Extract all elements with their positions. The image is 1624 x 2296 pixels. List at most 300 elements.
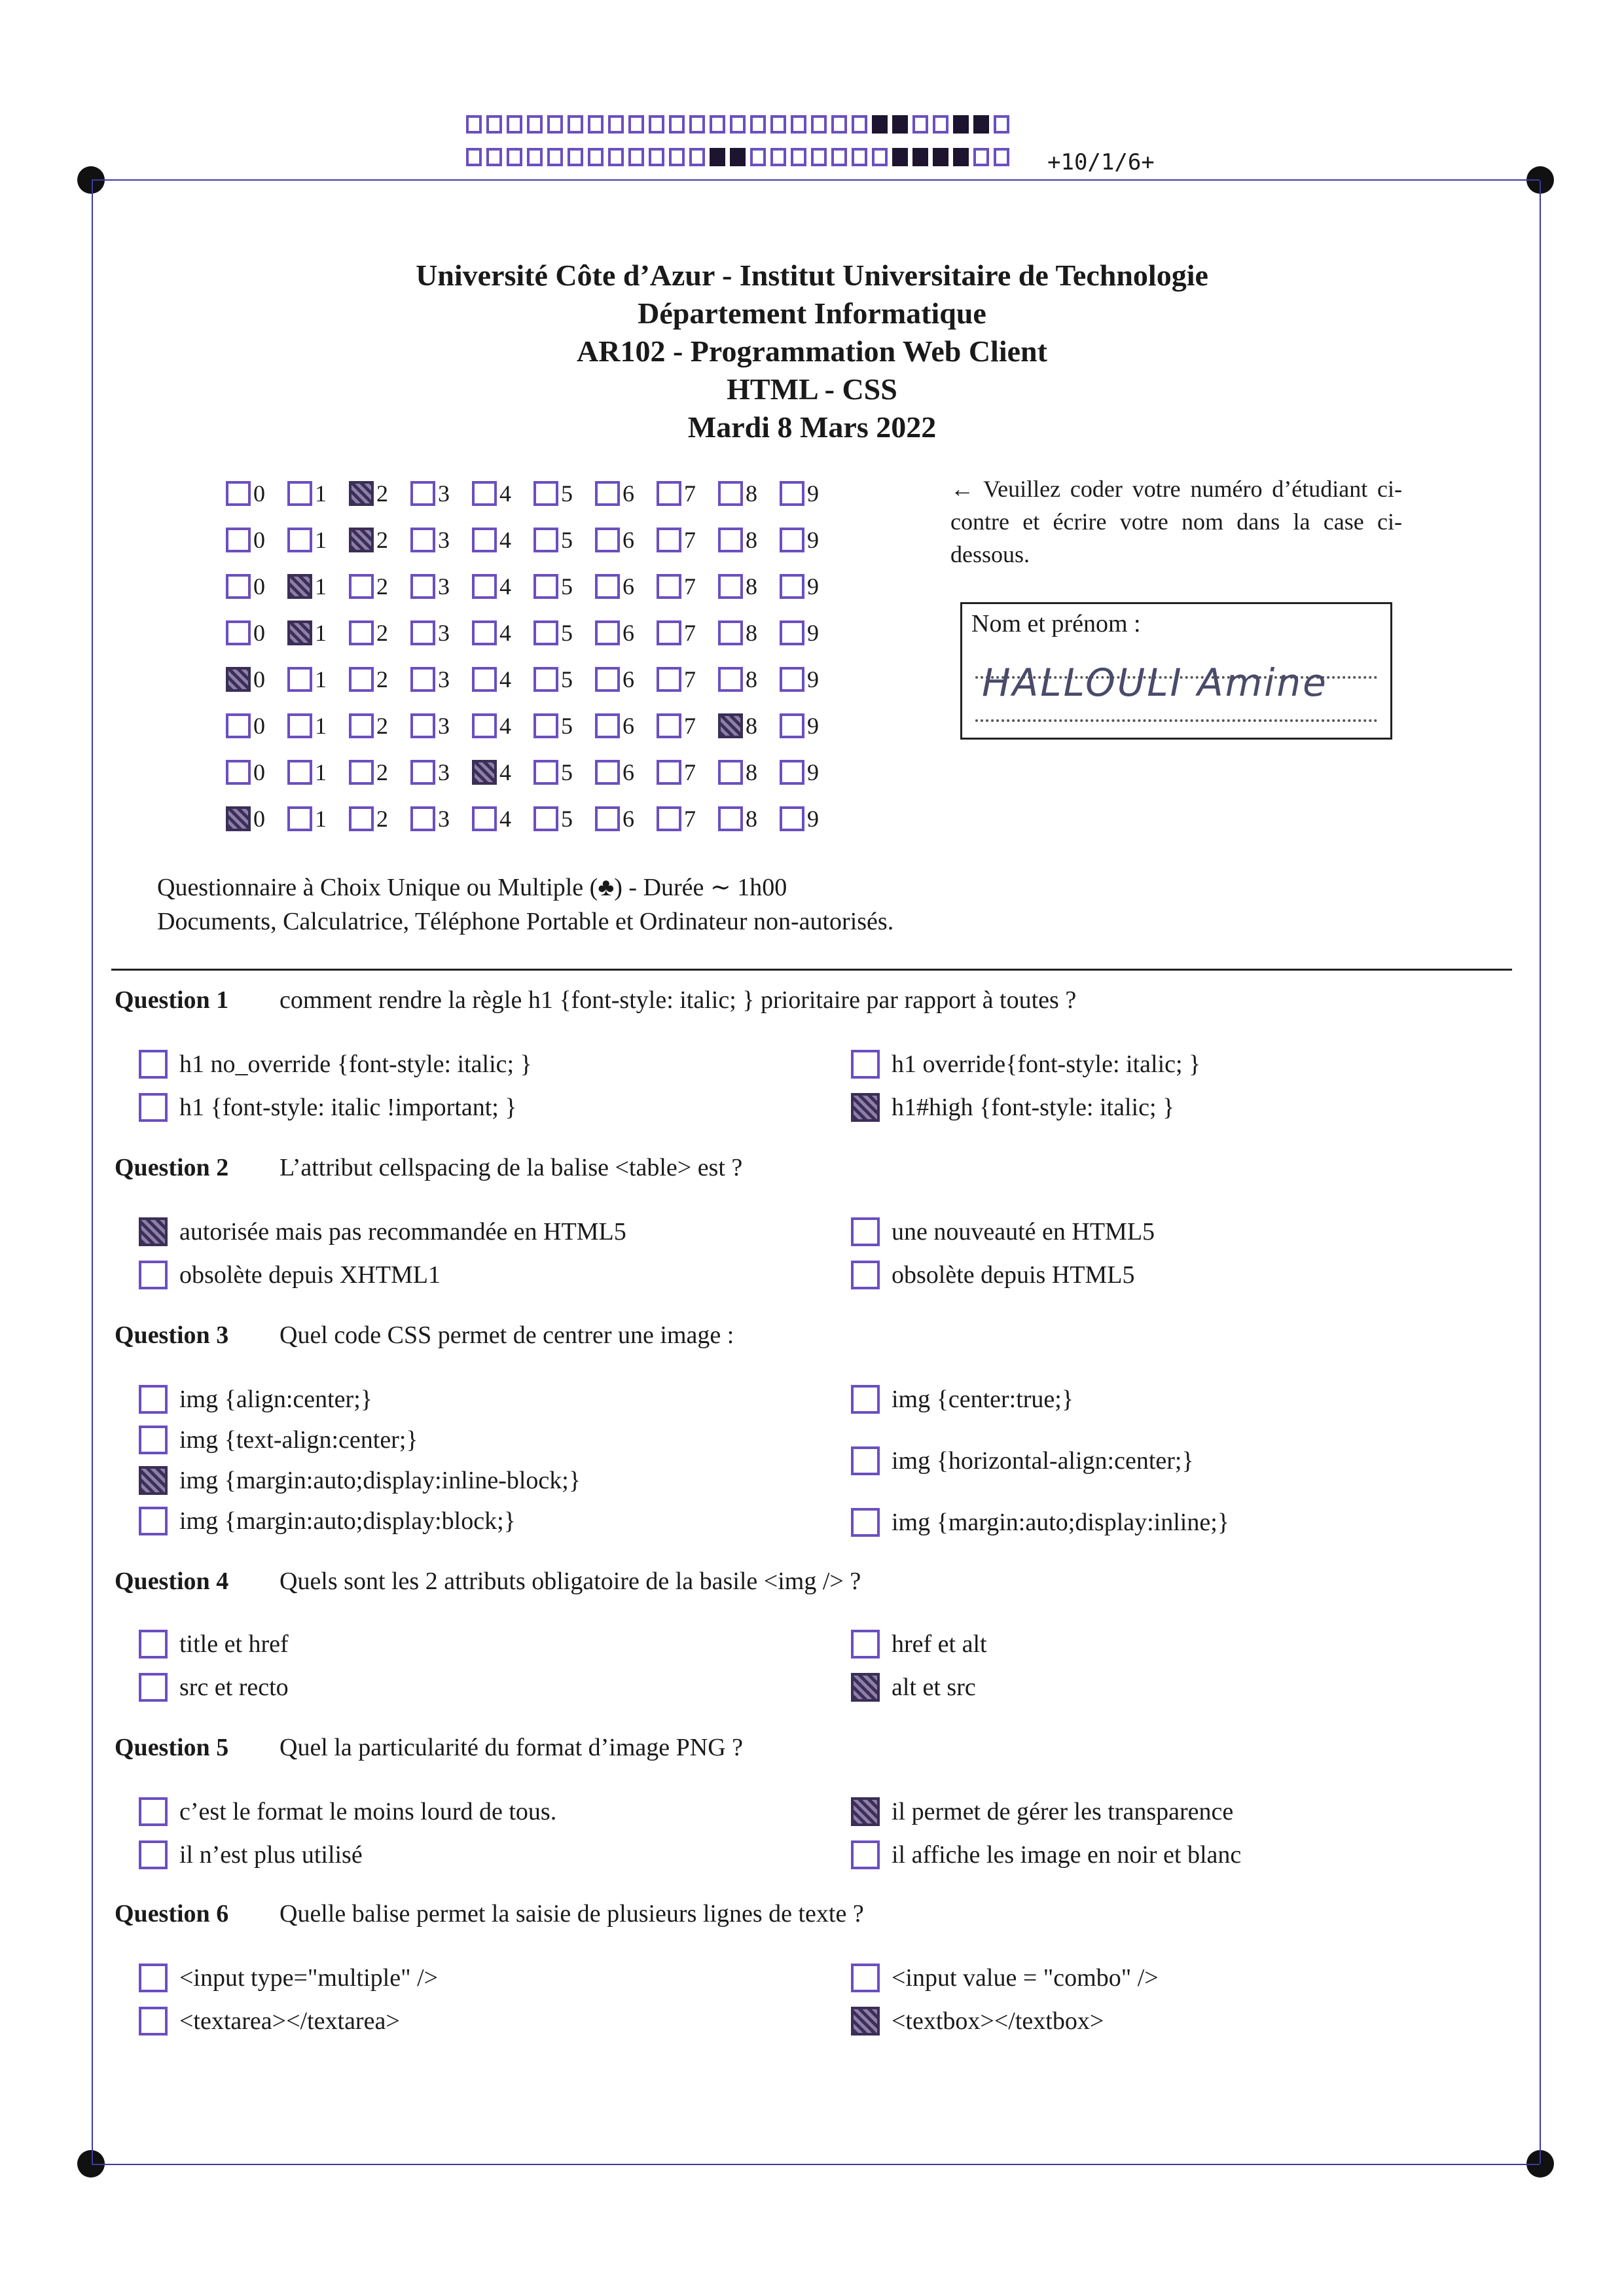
digit-label: 9 — [807, 712, 819, 739]
answer-option[interactable] — [851, 1964, 1159, 1992]
digit-option[interactable] — [780, 573, 841, 600]
digit-checkbox[interactable] — [472, 713, 497, 738]
frame-left — [92, 181, 93, 2164]
digit-checkbox[interactable] — [349, 620, 374, 645]
answer-checkbox[interactable] — [851, 1964, 880, 1992]
digit-label: 6 — [623, 759, 634, 785]
digit-checkbox[interactable] — [349, 481, 374, 506]
digit-option[interactable] — [718, 619, 780, 647]
answer-option[interactable] — [851, 1673, 976, 1702]
digit-checkbox[interactable] — [780, 806, 804, 831]
digit-option[interactable] — [349, 666, 410, 693]
answer-checkbox[interactable] — [139, 1797, 168, 1826]
digit-checkbox[interactable] — [226, 574, 251, 599]
question-text: comment rendre la règle h1 {font-style: italic; } prioritaire par rapport à toutes ? — [280, 986, 1077, 1014]
digit-option[interactable] — [780, 759, 841, 786]
digit-label: 3 — [438, 712, 450, 739]
question-3 — [115, 1321, 734, 1350]
digit-checkbox[interactable] — [657, 481, 681, 506]
digit-label: 8 — [746, 666, 757, 692]
answer-text: <input value = "combo" /> — [892, 1964, 1159, 1992]
digit-label: 7 — [684, 526, 696, 553]
digit-checkbox[interactable] — [287, 528, 312, 552]
digit-label: 0 — [253, 666, 265, 692]
digit-option[interactable] — [595, 666, 657, 693]
digit-label: 9 — [807, 759, 819, 785]
digit-option[interactable] — [595, 805, 657, 833]
answer-text: il n’est plus utilisé — [179, 1841, 363, 1869]
answer-text: il permet de gérer les transparence — [892, 1798, 1234, 1825]
digit-checkbox[interactable] — [657, 667, 681, 692]
digit-checkbox[interactable] — [472, 760, 497, 785]
answer-option[interactable] — [139, 1673, 289, 1702]
digit-label: 0 — [253, 526, 265, 553]
answer-checkbox[interactable] — [851, 1093, 880, 1122]
answer-text: alt et src — [892, 1674, 976, 1701]
digit-option[interactable] — [410, 666, 472, 693]
digit-label: 4 — [499, 712, 511, 739]
digit-checkbox[interactable] — [472, 806, 497, 831]
digit-checkbox[interactable] — [595, 667, 620, 692]
digit-option[interactable] — [533, 666, 595, 693]
digit-option[interactable] — [349, 759, 410, 786]
digit-checkbox[interactable] — [533, 667, 558, 692]
answer-text: <input type="multiple" /> — [179, 1964, 439, 1992]
student-number-row — [226, 516, 841, 563]
digit-checkbox[interactable] — [410, 481, 435, 506]
digit-label: 1 — [315, 805, 327, 832]
answer-text: img {margin:auto;display:inline-block;} — [179, 1467, 581, 1494]
digit-option[interactable] — [472, 480, 533, 507]
answer-option[interactable] — [851, 2007, 1104, 2036]
digit-label: 1 — [315, 712, 327, 739]
digit-label: 7 — [684, 480, 696, 507]
digit-label: 9 — [807, 666, 819, 692]
digit-option[interactable] — [287, 526, 349, 554]
digit-checkbox[interactable] — [410, 574, 435, 599]
digit-checkbox[interactable] — [533, 713, 558, 738]
digit-label: 2 — [376, 619, 388, 646]
university-name: Université Côte d’Azur - Institut Universitaire de Technologie — [416, 259, 1208, 292]
answer-text: h1 {font-style: italic !important; } — [179, 1094, 517, 1121]
digit-checkbox[interactable] — [349, 713, 374, 738]
digit-label: 3 — [438, 573, 450, 600]
digit-option[interactable] — [657, 573, 718, 600]
digit-label: 7 — [684, 666, 696, 692]
digit-checkbox[interactable] — [533, 760, 558, 785]
digit-option[interactable] — [595, 526, 657, 554]
digit-checkbox[interactable] — [226, 806, 251, 831]
digit-label: 9 — [807, 526, 819, 553]
digit-label: 7 — [684, 573, 696, 600]
answer-checkbox[interactable] — [139, 1093, 168, 1122]
digit-checkbox[interactable] — [472, 667, 497, 692]
digit-checkbox[interactable] — [718, 667, 743, 692]
answer-checkbox[interactable] — [851, 1840, 880, 1869]
digit-option[interactable] — [410, 573, 472, 600]
digit-option[interactable] — [718, 526, 780, 554]
digit-option[interactable] — [718, 480, 780, 507]
digit-checkbox[interactable] — [533, 620, 558, 645]
digit-option[interactable] — [226, 526, 287, 554]
digit-option[interactable] — [780, 480, 841, 507]
section-divider — [111, 969, 1512, 971]
digit-label: 6 — [623, 573, 634, 600]
answer-text: <textarea></textarea> — [179, 2007, 400, 2035]
question-label: Question 5 — [115, 1734, 229, 1761]
digit-checkbox[interactable] — [657, 713, 681, 738]
digit-option[interactable] — [472, 573, 533, 600]
answer-checkbox[interactable] — [851, 1217, 880, 1246]
digit-option[interactable] — [657, 759, 718, 786]
answer-checkbox[interactable] — [139, 1426, 168, 1454]
digit-label: 0 — [253, 712, 265, 739]
digit-option[interactable] — [595, 712, 657, 740]
answer-checkbox[interactable] — [851, 1261, 880, 1289]
answer-text: obsolète depuis XHTML1 — [179, 1261, 441, 1289]
digit-checkbox[interactable] — [533, 574, 558, 599]
digit-checkbox[interactable] — [780, 528, 804, 552]
answer-option[interactable] — [851, 1446, 1194, 1475]
digit-checkbox[interactable] — [472, 620, 497, 645]
digit-label: 1 — [315, 573, 327, 600]
digit-label: 0 — [253, 480, 265, 507]
answer-option[interactable] — [139, 1630, 289, 1659]
digit-label: 0 — [253, 573, 265, 600]
answer-checkbox[interactable] — [851, 1797, 880, 1826]
digit-option[interactable] — [287, 619, 349, 647]
answer-text: h1 no_override {font-style: italic; } — [179, 1050, 532, 1078]
digit-option[interactable] — [410, 480, 472, 507]
digit-label: 8 — [746, 526, 757, 553]
digit-checkbox[interactable] — [410, 528, 435, 552]
digit-label: 7 — [684, 805, 696, 832]
answer-option[interactable] — [139, 1093, 517, 1122]
answer-option[interactable] — [139, 1217, 626, 1246]
answer-checkbox[interactable] — [139, 1217, 168, 1246]
digit-checkbox[interactable] — [595, 760, 620, 785]
digit-checkbox[interactable] — [780, 667, 804, 692]
digit-option[interactable] — [657, 619, 718, 647]
answer-checkbox[interactable] — [851, 1050, 880, 1079]
digit-option[interactable] — [410, 759, 472, 786]
answer-option[interactable] — [851, 1093, 1174, 1122]
digit-checkbox[interactable] — [226, 528, 251, 552]
answer-checkbox[interactable] — [139, 1507, 168, 1535]
digit-label: 5 — [561, 619, 573, 646]
answer-option[interactable] — [851, 1050, 1200, 1079]
digit-option[interactable] — [533, 480, 595, 507]
digit-checkbox[interactable] — [657, 528, 681, 552]
answer-checkbox[interactable] — [851, 1630, 880, 1659]
digit-option[interactable] — [533, 619, 595, 647]
digit-option[interactable] — [718, 573, 780, 600]
answer-checkbox[interactable] — [139, 1840, 168, 1869]
answer-option[interactable] — [851, 1508, 1229, 1537]
digit-option[interactable] — [410, 526, 472, 554]
question-label: Question 1 — [115, 986, 229, 1014]
digit-checkbox[interactable] — [287, 481, 312, 506]
digit-label: 2 — [376, 526, 388, 553]
digit-checkbox[interactable] — [657, 574, 681, 599]
answer-option[interactable] — [139, 1050, 532, 1079]
digit-option[interactable] — [410, 712, 472, 740]
sheet-code-strip-1 — [466, 115, 1014, 134]
frame-top — [92, 179, 1540, 181]
digit-option[interactable] — [595, 759, 657, 786]
answer-checkbox[interactable] — [139, 1261, 168, 1289]
answer-option[interactable] — [851, 1217, 1155, 1246]
answer-checkbox[interactable] — [139, 2007, 168, 2036]
digit-label: 6 — [623, 666, 634, 692]
student-number-row — [226, 749, 841, 795]
digit-option[interactable] — [472, 805, 533, 833]
digit-option[interactable] — [533, 712, 595, 740]
digit-checkbox[interactable] — [780, 620, 804, 645]
digit-checkbox[interactable] — [226, 713, 251, 738]
digit-option[interactable] — [472, 619, 533, 647]
digit-option[interactable] — [226, 619, 287, 647]
answer-option[interactable] — [139, 2007, 400, 2036]
digit-checkbox[interactable] — [226, 481, 251, 506]
digit-checkbox[interactable] — [780, 713, 804, 738]
answer-option[interactable] — [139, 1840, 363, 1869]
digit-option[interactable] — [410, 805, 472, 833]
digit-option[interactable] — [533, 805, 595, 833]
digit-option[interactable] — [472, 759, 533, 786]
digit-checkbox[interactable] — [718, 481, 743, 506]
digit-option[interactable] — [472, 712, 533, 740]
digit-label: 9 — [807, 573, 819, 600]
digit-checkbox[interactable] — [657, 620, 681, 645]
name-box — [960, 602, 1392, 740]
digit-checkbox[interactable] — [595, 620, 620, 645]
digit-label: 7 — [684, 619, 696, 646]
digit-checkbox[interactable] — [287, 620, 312, 645]
digit-checkbox[interactable] — [349, 574, 374, 599]
answer-checkbox[interactable] — [851, 1673, 880, 1702]
answer-option[interactable] — [851, 1385, 1074, 1414]
digit-option[interactable] — [780, 619, 841, 647]
digit-option[interactable] — [349, 573, 410, 600]
question-text: L’attribut cellspacing de la balise <table> est ? — [280, 1154, 743, 1181]
digit-checkbox[interactable] — [226, 620, 251, 645]
digit-option[interactable] — [657, 526, 718, 554]
digit-option[interactable] — [718, 712, 780, 740]
digit-option[interactable] — [780, 712, 841, 740]
digit-option[interactable] — [657, 805, 718, 833]
digit-checkbox[interactable] — [287, 806, 312, 831]
digit-checkbox[interactable] — [287, 760, 312, 785]
digit-option[interactable] — [780, 526, 841, 554]
digit-option[interactable] — [718, 759, 780, 786]
department-name: Département Informatique — [638, 296, 986, 330]
sheet-id: +10/1/6+ — [1047, 149, 1155, 175]
digit-checkbox[interactable] — [410, 713, 435, 738]
digit-checkbox[interactable] — [533, 481, 558, 506]
digit-label: 5 — [561, 712, 573, 739]
digit-option[interactable] — [226, 759, 287, 786]
digit-label: 2 — [376, 805, 388, 832]
digit-checkbox[interactable] — [780, 760, 804, 785]
answer-text: img {margin:auto;display:inline;} — [892, 1509, 1230, 1536]
answer-checkbox[interactable] — [851, 1385, 880, 1414]
frame-right — [1540, 181, 1541, 2164]
digit-option[interactable] — [287, 666, 349, 693]
digit-checkbox[interactable] — [349, 528, 374, 552]
digit-option[interactable] — [226, 573, 287, 600]
digit-option[interactable] — [718, 805, 780, 833]
digit-checkbox[interactable] — [349, 760, 374, 785]
answer-option[interactable] — [139, 1964, 438, 1992]
digit-option[interactable] — [410, 619, 472, 647]
digit-checkbox[interactable] — [595, 528, 620, 552]
digit-label: 6 — [623, 526, 634, 553]
digit-option[interactable] — [287, 712, 349, 740]
answer-checkbox[interactable] — [139, 1964, 168, 1992]
student-number-row — [226, 702, 841, 749]
answer-option[interactable] — [851, 1840, 1241, 1869]
answer-checkbox[interactable] — [851, 1446, 880, 1475]
digit-option[interactable] — [718, 666, 780, 693]
digit-checkbox[interactable] — [410, 667, 435, 692]
digit-checkbox[interactable] — [533, 806, 558, 831]
answer-text: img {margin:auto;display:block;} — [179, 1507, 516, 1535]
answer-option[interactable] — [851, 1797, 1233, 1826]
answer-text: il affiche les image en noir et blanc — [892, 1841, 1242, 1869]
answer-option[interactable] — [139, 1797, 556, 1826]
digit-checkbox[interactable] — [349, 667, 374, 692]
answer-text: title et href — [179, 1630, 289, 1658]
answer-checkbox[interactable] — [851, 2007, 880, 2036]
digit-checkbox[interactable] — [657, 806, 681, 831]
answer-option[interactable] — [139, 1466, 581, 1495]
digit-checkbox[interactable] — [226, 760, 251, 785]
digit-label: 8 — [746, 759, 757, 785]
exam-subject: HTML - CSS — [727, 372, 897, 406]
digit-checkbox[interactable] — [718, 806, 743, 831]
digit-option[interactable] — [533, 759, 595, 786]
digit-checkbox[interactable] — [718, 528, 743, 552]
digit-checkbox[interactable] — [410, 620, 435, 645]
digit-option[interactable] — [287, 759, 349, 786]
digit-checkbox[interactable] — [718, 760, 743, 785]
digit-label: 4 — [499, 666, 511, 692]
digit-option[interactable] — [287, 480, 349, 507]
answer-checkbox[interactable] — [139, 1466, 168, 1495]
digit-checkbox[interactable] — [287, 713, 312, 738]
digit-option[interactable] — [780, 805, 841, 833]
answer-text: h1 override{font-style: italic; } — [892, 1050, 1201, 1078]
digit-label: 3 — [438, 480, 450, 507]
digit-option[interactable] — [657, 480, 718, 507]
digit-checkbox[interactable] — [349, 806, 374, 831]
digit-option[interactable] — [780, 666, 841, 693]
digit-option[interactable] — [595, 619, 657, 647]
digit-label: 7 — [684, 759, 696, 785]
digit-option[interactable] — [226, 666, 287, 693]
digit-option[interactable] — [533, 526, 595, 554]
digit-checkbox[interactable] — [410, 760, 435, 785]
digit-checkbox[interactable] — [595, 806, 620, 831]
answer-checkbox[interactable] — [851, 1508, 880, 1537]
digit-checkbox[interactable] — [226, 667, 251, 692]
answer-option[interactable] — [851, 1261, 1135, 1289]
answer-option[interactable] — [139, 1261, 441, 1289]
sheet-code-strip-2 — [466, 148, 1014, 166]
digit-checkbox[interactable] — [780, 481, 804, 506]
digit-option[interactable] — [657, 666, 718, 693]
digit-label: 5 — [561, 480, 573, 507]
digit-option[interactable] — [349, 526, 410, 554]
digit-checkbox[interactable] — [718, 713, 743, 738]
digit-label: 6 — [623, 480, 634, 507]
digit-option[interactable] — [287, 805, 349, 833]
digit-checkbox[interactable] — [718, 620, 743, 645]
digit-label: 0 — [253, 759, 265, 785]
answer-option[interactable] — [139, 1507, 516, 1535]
digit-option[interactable] — [472, 666, 533, 693]
answer-text: img {text-align:center;} — [179, 1426, 418, 1454]
digit-checkbox[interactable] — [595, 713, 620, 738]
digit-checkbox[interactable] — [287, 667, 312, 692]
digit-option[interactable] — [287, 573, 349, 600]
answer-checkbox[interactable] — [139, 1385, 168, 1414]
digit-checkbox[interactable] — [287, 574, 312, 599]
digit-option[interactable] — [595, 573, 657, 600]
digit-option[interactable] — [349, 619, 410, 647]
frame-bottom — [92, 2164, 1540, 2165]
digit-checkbox[interactable] — [657, 760, 681, 785]
exam-header — [0, 257, 1624, 446]
digit-option[interactable] — [226, 805, 287, 833]
digit-checkbox[interactable] — [595, 574, 620, 599]
digit-checkbox[interactable] — [472, 528, 497, 552]
answer-checkbox[interactable] — [139, 1673, 168, 1702]
digit-label: 1 — [315, 619, 327, 646]
digit-option[interactable] — [657, 712, 718, 740]
digit-checkbox[interactable] — [780, 574, 804, 599]
answer-checkbox[interactable] — [139, 1050, 168, 1079]
digit-option[interactable] — [349, 805, 410, 833]
answer-option[interactable] — [139, 1426, 418, 1454]
digit-label: 4 — [499, 759, 511, 785]
digit-option[interactable] — [226, 480, 287, 507]
digit-option[interactable] — [349, 712, 410, 740]
digit-checkbox[interactable] — [472, 481, 497, 506]
digit-label: 6 — [623, 619, 634, 646]
digit-checkbox[interactable] — [595, 481, 620, 506]
digit-option[interactable] — [595, 480, 657, 507]
digit-checkbox[interactable] — [472, 574, 497, 599]
digit-label: 9 — [807, 805, 819, 832]
digit-label: 3 — [438, 526, 450, 553]
answer-text: c’est le format le moins lourd de tous. — [179, 1798, 557, 1825]
answer-option[interactable] — [139, 1385, 372, 1414]
answer-option[interactable] — [851, 1630, 987, 1659]
digit-checkbox[interactable] — [718, 574, 743, 599]
answer-text: obsolète depuis HTML5 — [892, 1261, 1135, 1289]
digit-option[interactable] — [533, 573, 595, 600]
digit-option[interactable] — [226, 712, 287, 740]
student-number-row — [226, 795, 841, 842]
digit-checkbox[interactable] — [533, 528, 558, 552]
answer-checkbox[interactable] — [139, 1630, 168, 1659]
digit-checkbox[interactable] — [410, 806, 435, 831]
digit-option[interactable] — [472, 526, 533, 554]
answer-text: img {align:center;} — [179, 1386, 373, 1413]
digit-option[interactable] — [349, 480, 410, 507]
